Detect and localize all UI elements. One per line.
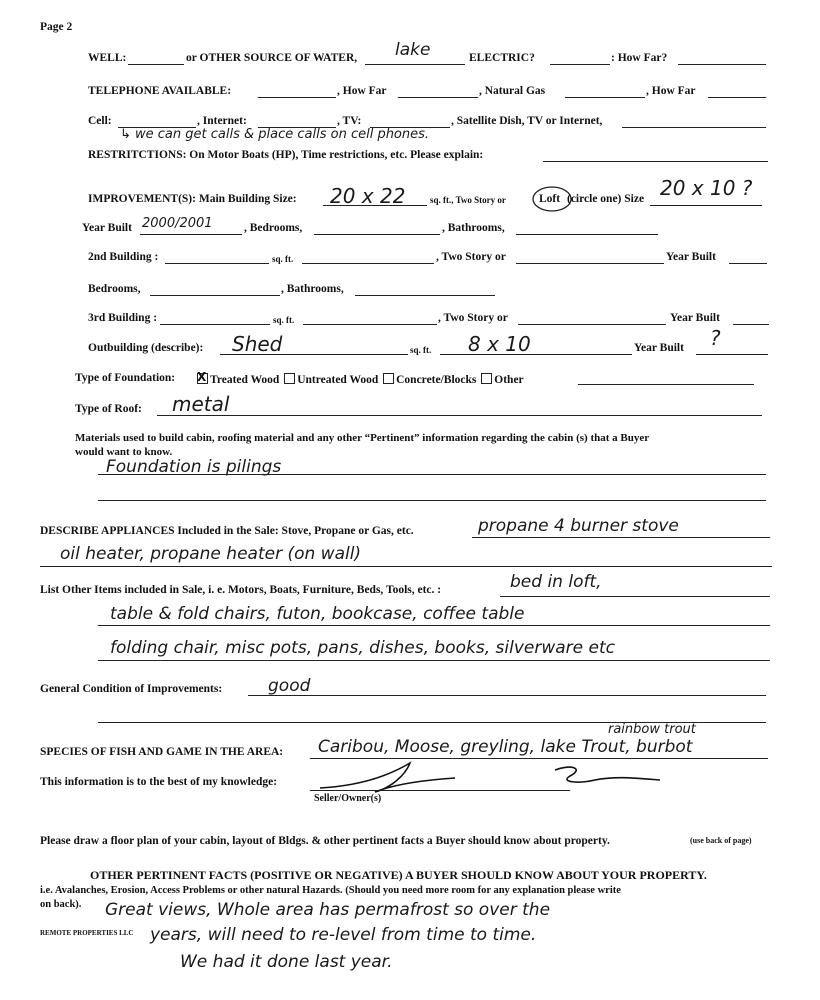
second-sqft-label: sq. ft. [272,254,294,264]
year-built-label: Year Built [82,222,132,234]
gas-howfar-label: , How Far [646,85,696,97]
materials-label-1: Materials used to build cabin, roofing material and any other “Pertinent” information regarding the cabin (s) that a Buyer [75,432,650,444]
floorplan-note: (use back of page) [690,836,752,845]
second-sqft-line[interactable] [302,263,434,264]
telephone-label: TELEPHONE AVAILABLE: [88,85,232,97]
two-story-label: sq. ft., Two Story or [430,195,506,205]
other-items-line2-value: table & fold chairs, futon, bookcase, coffee table [110,604,525,624]
other-facts-line2: on back). [40,899,82,910]
species-value: Caribou, Moose, greyling, lake Trout, burbot [318,737,693,757]
outbuilding-year-value: ? [710,326,721,350]
natural-gas-line[interactable] [565,97,645,98]
loft-option[interactable]: Loft [539,193,561,205]
roof-label: Type of Roof: [75,403,142,415]
third-year-label: Year Built [670,312,720,324]
water-source-value: lake [395,40,431,60]
second-building-line[interactable] [165,263,269,264]
outbuilding-size-value: 8 x 10 [468,332,531,356]
footer-company: REMOTE PROPERTIES LLC [40,929,134,937]
checkbox-other[interactable] [481,373,492,384]
improvements-label: IMPROVEMENT(S): Main Building Size: [88,193,297,205]
water-source-line[interactable] [365,64,465,65]
condition-value: good [268,676,311,696]
untreated-wood-label: Untreated Wood [297,374,379,386]
other-facts-hw3: We had it done last year. [180,952,393,972]
loft-size-line[interactable] [650,205,762,206]
other-items-label: List Other Items included in Sale, i. e. Motors, Boats, Furniture, Beds, Tools, etc. : [40,584,442,596]
outbuilding-year-label: Year Built [634,342,684,354]
telephone-howfar-line[interactable] [398,97,478,98]
bathrooms-label: , Bathrooms, [442,222,505,234]
restrictions-label: RESTRITCTIONS: On Motor Boats (HP), Time restrictions, etc. Please explain: [88,149,484,161]
second-bedrooms-label: Bedrooms, [88,283,141,295]
main-size-value: 20 x 22 [330,184,406,208]
checkbox-mark: X [197,370,207,384]
other-facts-hw1: Great views, Whole area has permafrost so over the [105,900,551,920]
third-two-story-label: , Two Story or [438,312,508,324]
year-built-value: 2000/2001 [142,216,213,231]
telephone-howfar-label: , How Far [337,85,387,97]
other-water-label: or OTHER SOURCE OF WATER, [186,52,358,64]
second-bedrooms-line[interactable] [150,295,280,296]
other-items-line3-value: folding chair, misc pots, pans, dishes, books, silverware etc [110,638,615,658]
roof-line[interactable] [157,415,762,416]
outbuilding-value: Shed [232,332,283,356]
internet-label: , Internet: [197,115,247,127]
condition-line-1[interactable] [248,695,766,696]
foundation-options [195,370,524,387]
second-bathrooms-line[interactable] [355,295,495,296]
other-facts-line1: i.e. Avalanches, Erosion, Access Problems or other natural Hazards. (Should you need more room for any explanation please write [40,885,621,896]
electric-howfar-line[interactable] [678,64,766,65]
third-building-label: 3rd Building : [88,312,158,324]
outbuilding-label: Outbuilding (describe): [88,342,204,354]
outbuilding-year-line[interactable] [696,354,768,355]
restrictions-line[interactable] [543,161,768,162]
satellite-line[interactable] [622,127,766,128]
bedrooms-label: , Bedrooms, [244,222,303,234]
floorplan-label: Please draw a floor plan of your cabin, layout of Bldgs. & other pertinent facts a Buyer should know about property. [40,835,610,847]
second-year-label: Year Built [666,251,716,263]
foundation-label: Type of Foundation: [75,372,176,384]
third-sqft-label: sq. ft. [273,315,295,325]
second-building-label: 2nd Building : [88,251,159,263]
signature-line[interactable] [310,790,570,791]
other-items-line-2[interactable] [98,625,770,626]
other-items-line-1[interactable] [500,596,770,597]
second-two-story-line[interactable] [516,263,664,264]
third-year-line[interactable] [733,324,769,325]
second-year-line[interactable] [729,263,767,264]
bathrooms-line[interactable] [516,234,658,235]
electric-label: ELECTRIC? [469,52,535,64]
other-label: Other [494,374,524,386]
materials-value: Foundation is pilings [106,457,282,477]
outbuilding-sqft-label: sq. ft. [410,345,432,355]
year-built-line[interactable] [140,234,242,235]
page-number: Page 2 [40,21,73,33]
electric-line[interactable] [550,64,610,65]
loft-size-value: 20 x 10 ? [660,176,753,200]
materials-label-2: would want to know. [75,446,173,458]
satellite-label: , Satellite Dish, TV or Internet, [451,115,603,127]
other-items-line-3[interactable] [98,660,770,661]
second-bathrooms-label: , Bathrooms, [281,283,344,295]
appliances-label: DESCRIBE APPLIANCES Included in the Sale: Stove, Propane or Gas, etc. [40,525,414,537]
third-building-line[interactable] [160,324,270,325]
tv-label: , TV: [337,115,362,127]
cell-label: Cell: [88,115,112,127]
third-two-story-line[interactable] [518,324,666,325]
species-insert: rainbow trout [608,722,696,737]
seller-signature [315,758,675,798]
seller-owner-label: Seller/Owner(s) [314,793,382,804]
cell-note: ↳ we can get calls & place calls on cell phones. [120,127,430,142]
checkbox-concrete[interactable] [383,373,394,384]
third-sqft-line[interactable] [303,324,437,325]
checkbox-treated-wood[interactable] [197,370,208,384]
roof-value: metal [172,392,230,416]
materials-line-2[interactable] [98,500,766,501]
well-line[interactable] [128,64,184,65]
appliances-line-1[interactable] [472,537,770,538]
condition-label: General Condition of Improvements: [40,683,223,695]
knowledge-label: This information is to the best of my knowledge: [40,776,278,788]
telephone-line[interactable] [258,97,336,98]
second-two-story-label: , Two Story or [436,251,506,263]
checkbox-untreated-wood[interactable] [284,373,295,384]
gas-howfar-line[interactable] [708,97,766,98]
electric-howfar-label: : How Far? [611,52,668,64]
concrete-label: Concrete/Blocks [396,374,477,386]
natural-gas-label: , Natural Gas [479,85,546,97]
appliances-line-2[interactable] [40,566,772,567]
species-label: SPECIES OF FISH AND GAME IN THE AREA: [40,746,284,758]
foundation-other-line[interactable] [578,384,754,385]
appliances-line2-value: oil heater, propane heater (on wall) [60,544,362,564]
well-label: WELL: [88,52,127,64]
other-facts-heading: OTHER PERTINENT FACTS (POSITIVE OR NEGATIVE) A BUYER SHOULD KNOW ABOUT YOUR PROPERTY. [90,868,707,882]
circle-one-label: (circle one) Size [567,193,645,205]
materials-line-1[interactable] [98,474,766,475]
other-facts-hw2: years, will need to re-level from time to time. [150,925,537,945]
bedrooms-line[interactable] [314,234,440,235]
other-items-line1-value: bed in loft, [510,572,602,592]
treated-wood-label: Treated Wood [210,374,280,386]
appliances-line1-value: propane 4 burner stove [478,516,679,536]
